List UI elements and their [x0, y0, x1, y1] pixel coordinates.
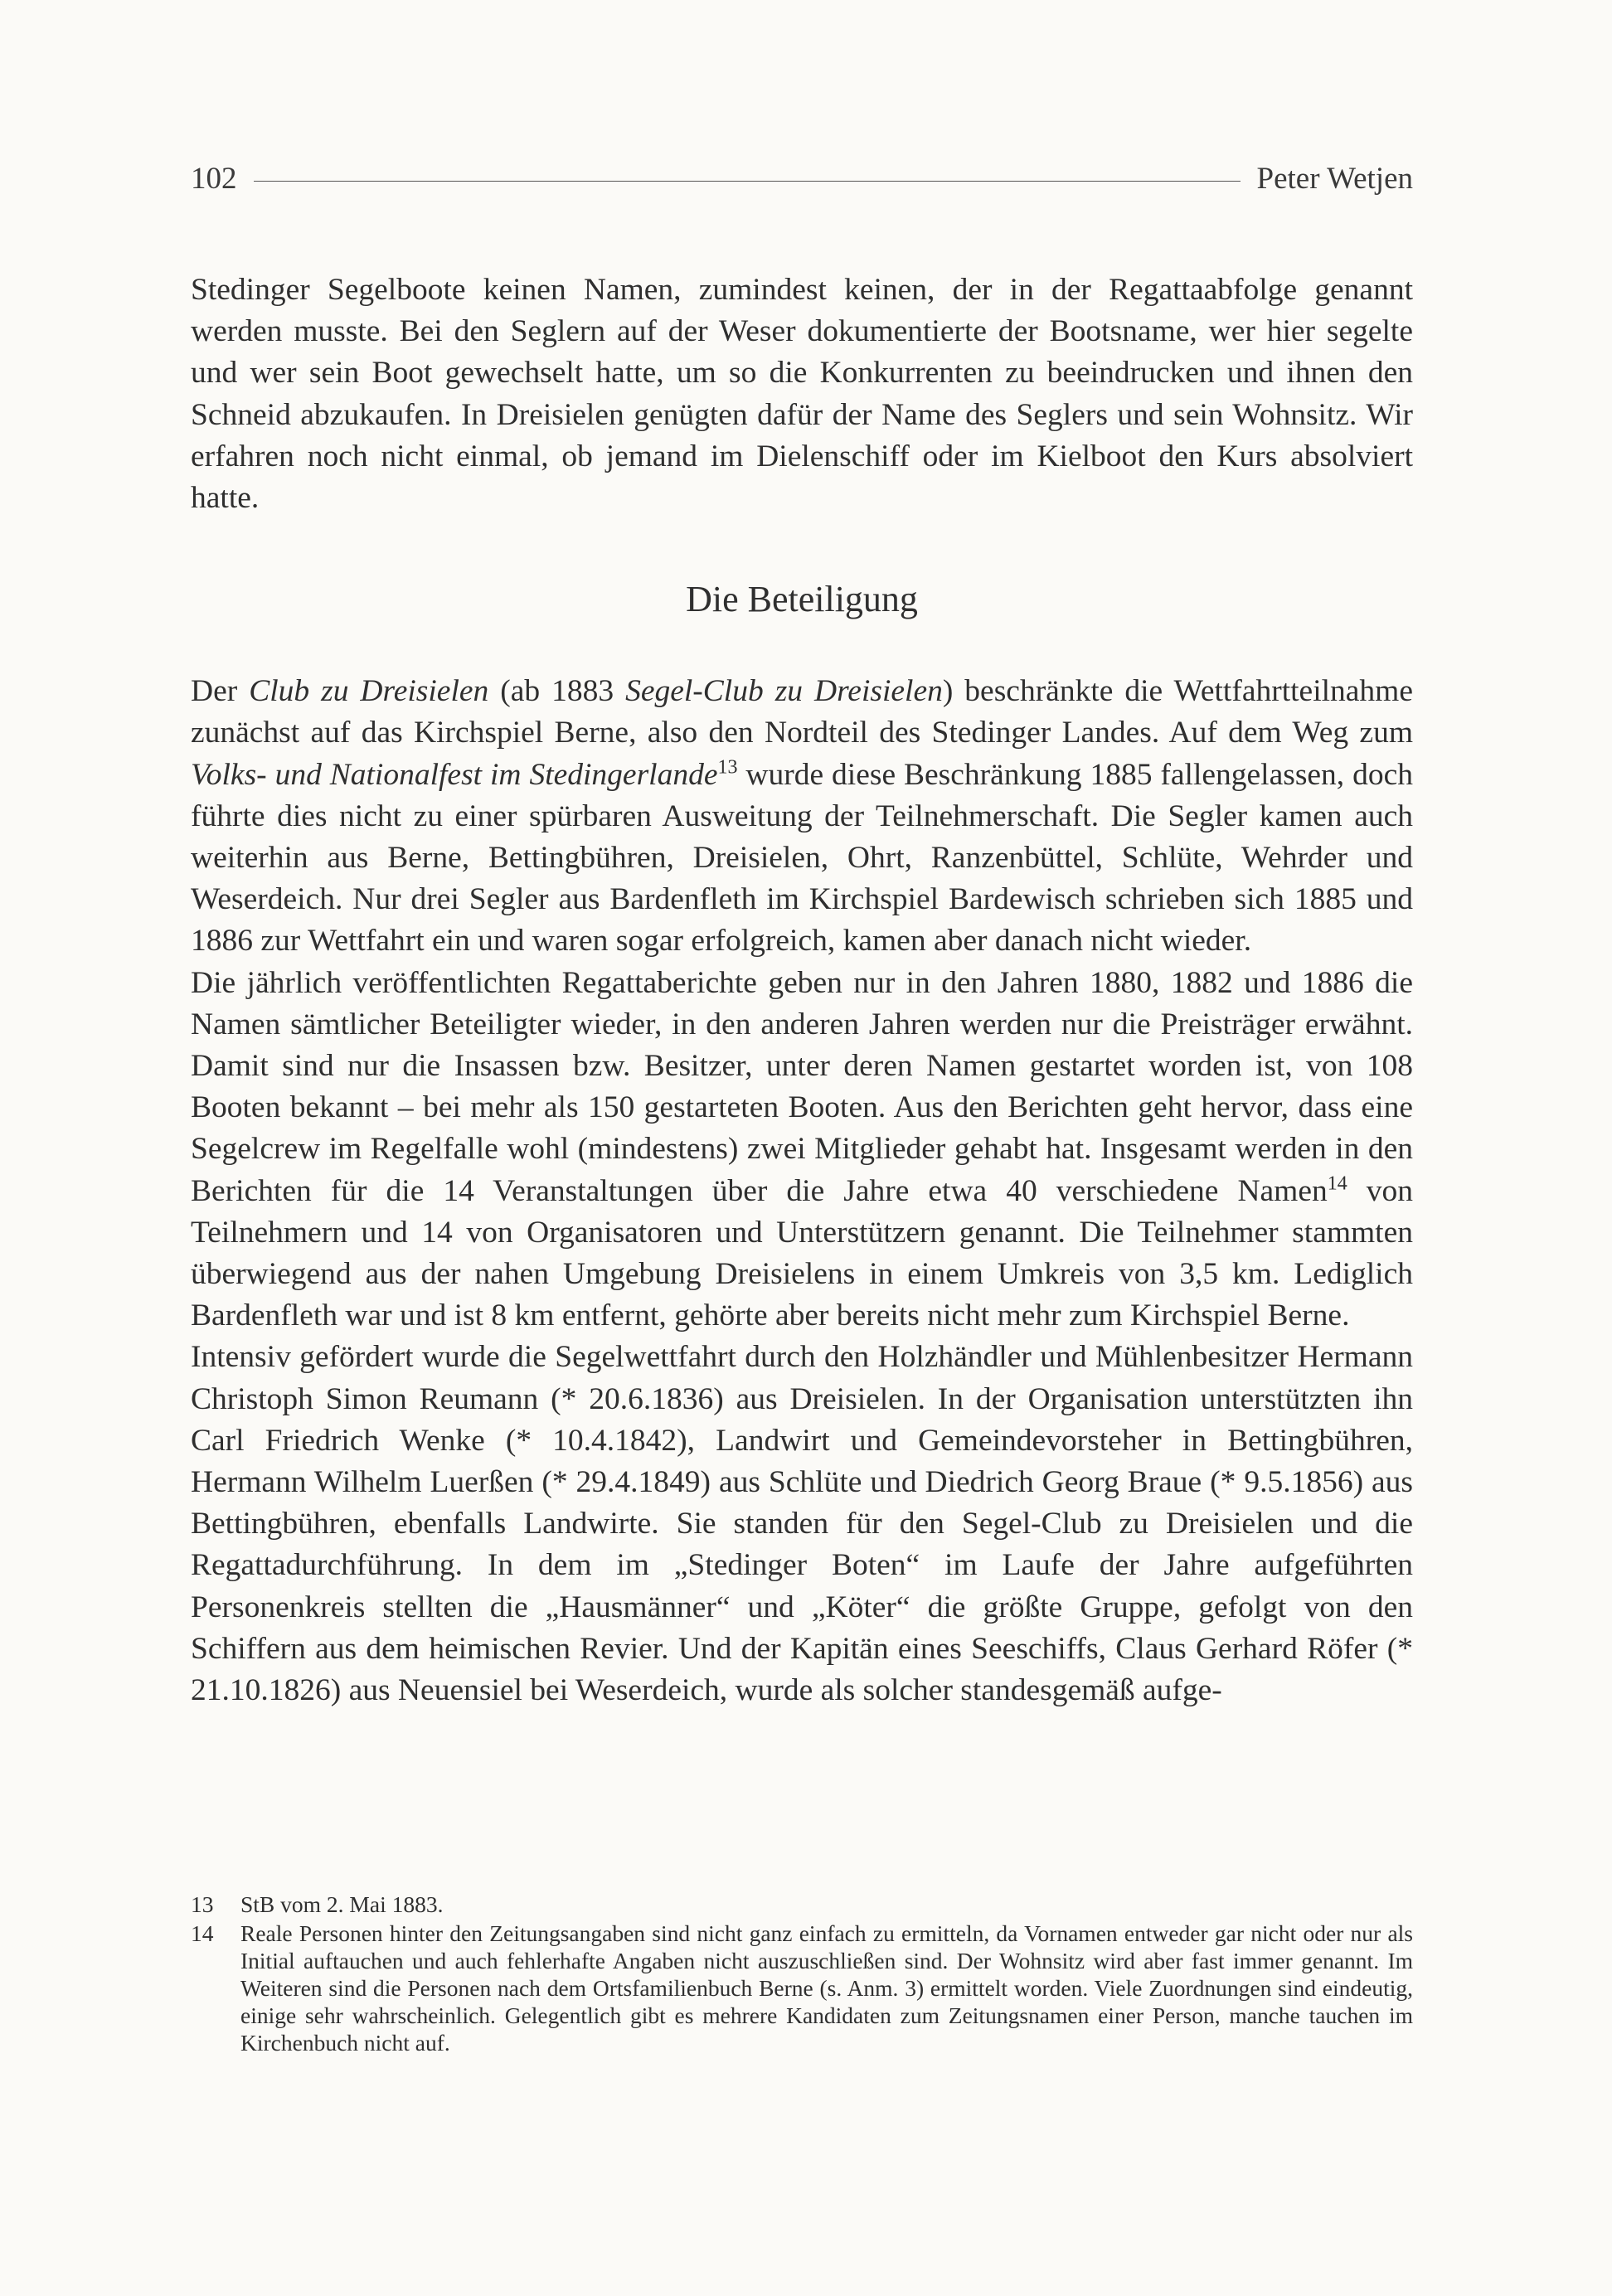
running-head [191, 158, 1413, 199]
section-heading: Die Beteiligung [686, 579, 918, 620]
p2-text-2: von Teilnehmern und 14 von Organisatoren und Unterstützern genannt. Die Teilnehmer stammten überwiegend aus der nahen Umgebung Dreisielens in einem Umkreis von 3,5 km. Lediglich Bardenfleth war und ist 8 km entfernt, gehörte aber bereits nicht mehr zum Kirchspiel Berne. [191, 1173, 1413, 1333]
paragraph-1 [191, 671, 1413, 962]
footnote-number: 14 [191, 1920, 214, 1946]
paragraph-2 [191, 963, 1413, 1337]
intro-paragraph: Stedinger Segelboote keinen Namen, zumindest keinen, der in der Regattaabfolge genannt werden musste. Bei den Seglern auf der Weser dokumentierte der Bootsname, wer hier segelte und wer sein Boot gewechselt hatte, um so die Konkurrenten zu beeindrucken und ihnen den Schneid abzukaufen. In Dreisielen genügten dafür der Name des Seglers und sein Wohnsitz. Wir erfahren noch nicht einmal, ob jemand im Dielenschiff oder im Kielboot den Kurs absolviert hatte. [191, 273, 1413, 516]
running-head-author: Peter Wetjen [1256, 161, 1413, 196]
p1-italic-volksfest: Volks- und Nationalfest im Stedingerlande [191, 757, 718, 792]
footnote-ref-14[interactable]: 14 [1327, 1172, 1347, 1195]
footnotes [191, 1891, 1413, 2058]
footnote-14 [191, 1920, 1413, 2056]
footnote-text: StB vom 2. Mai 1883. [240, 1891, 444, 1917]
p1-text-3: ) beschränkte die Wettfahrtteilnahme zunächst auf das Kirchspiel Berne, also den Nordteil des Stedinger Landes. Auf dem Weg zum [191, 674, 1413, 750]
footnote-text: Reale Personen hinter den Zeitungsangaben sind nicht ganz einfach zu ermitteln, da Vornamen entweder gar nicht oder nur als Initial auftauchen und auch fehlerhafte Angaben nicht auszuschließen sind. Der Wohnsitz wird aber fast immer genannt. Im Weiteren sind die Personen nach dem Ortsfamilienbuch Berne (s. Anm. 3) ermittelt worden. Viele Zuordnungen sind eindeutig, einige sehr wahrscheinlich. Gelegentlich gibt es mehrere Kandidaten zum Zeitungsnamen einer Person, manche tauchen im Kirchenbuch nicht auf. [240, 1920, 1413, 2056]
p1-text-2: (ab 1883 [488, 674, 626, 709]
footnote-ref-13[interactable]: 13 [717, 756, 738, 779]
p1-italic-club: Club zu Dreisielen [249, 674, 489, 709]
footnote-number: 13 [191, 1891, 214, 1917]
p2-text-1: Die jährlich veröffentlichten Regattaberichte geben nur in den Jahren 1880, 1882 und 1886 die Namen sämtlicher Beteiligter wieder, in den anderen Jahren werden nur die Preisträger erwähnt. Damit sind nur die Insassen bzw. Besitzer, unter deren Namen gestartet worden ist, von 108 Booten bekannt – bei mehr als 150 gestarteten Booten. Aus den Berichten geht hervor, dass eine Segelcrew im Regelfalle wohl (mindestens) zwei Mitglieder gehabt hat. Insgesamt werden in den Berichten für die 14 Veranstaltungen über die Jahre etwa 40 verschiedene Namen [191, 965, 1413, 1208]
p1-text-4: wurde diese Beschränkung 1885 fallengelassen, doch führte dies nicht zu einer spürbaren Ausweitung der Teilnehmerschaft. Die Segler kamen auch weiterhin aus Berne, Bettingbühren, Dreisielen, Ohrt, Ranzenbüttel, Schlüte, Wehrder und Weserdeich. Nur drei Segler aus Bardenfleth im Kirchspiel Bardewisch schrieben sich 1885 und 1886 zur Wettfahrt ein und waren sogar erfolgreich, kamen aber danach nicht wieder. [191, 757, 1413, 959]
page-number: 102 [191, 161, 237, 196]
p1-italic-segel-club: Segel-Club zu Dreisielen [625, 674, 943, 709]
paragraph-3: Intensiv gefördert wurde die Segelwettfahrt durch den Holzhändler und Mühlenbesitzer Hermann Christoph Simon Reumann (* 20.6.1836) aus Dreisielen. In der Organisation unterstützten ihn Carl Friedrich Wenke (* 10.4.1842), Landwirt und Gemeindevorsteher in Bettingbühren, Hermann Wilhelm Luerßen (* 29.4.1849) aus Schlüte und Diedrich Georg Braue (* 9.5.1856) aus Bettingbühren, ebenfalls Landwirte. Sie standen für den Segel-Club zu Dreisielen und die Regattadurchführung. In dem im „Stedinger Boten“ im Laufe der Jahre aufgeführten Personenkreis stellten die „Hausmänner“ und „Köter“ die größte Gruppe, gefolgt von den Schiffern aus dem heimischen Revier. Und der Kapitän eines Seeschiffs, Claus Gerhard Röfer (* 21.10.1826) aus Neuensiel bei Weserdeich, wurde als solcher standesgemäß aufge- [191, 1340, 1413, 1708]
footnote-13 [191, 1891, 1413, 1918]
body-text [191, 269, 1413, 1711]
page [191, 158, 1413, 1711]
p1-text-1: Der [191, 674, 250, 709]
header-rule [254, 181, 1241, 182]
